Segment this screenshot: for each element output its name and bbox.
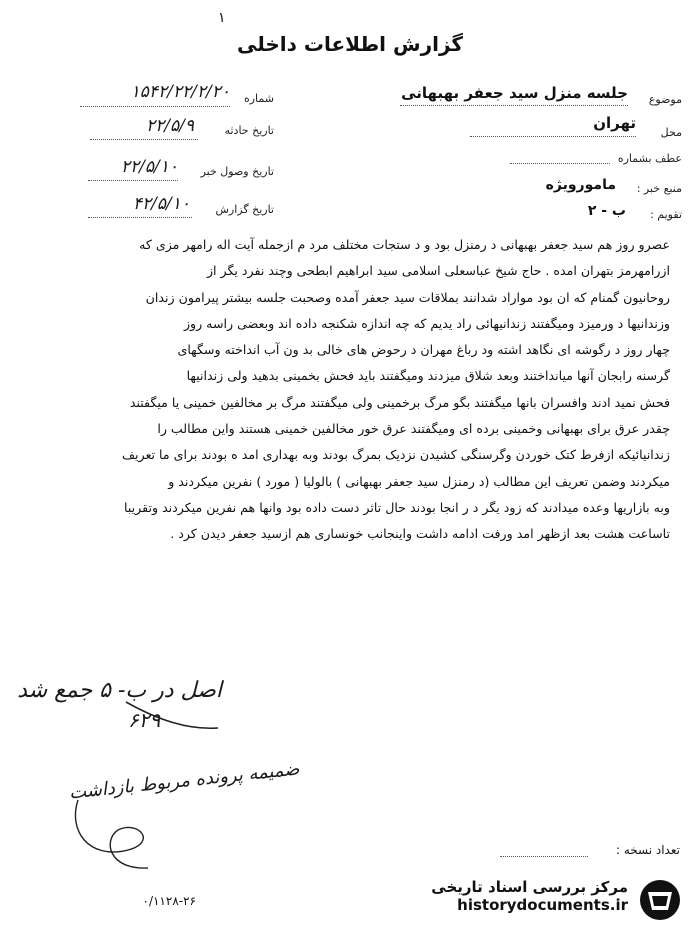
report-title: گزارش اطلاعات داخلی (236, 32, 464, 56)
event-date-value: ۲۲/۵/۹ (146, 116, 194, 136)
source-label: منبع خبر : (636, 182, 682, 195)
body-line: فحش نمید ادند وافسران بانها میگفتند بگو مرگ برخمینی ولی میگفتند مرگ بر مخالفین خمینی یا میگفتند (129, 394, 670, 410)
document-code: ۰/۱۱۲۸-۲۶ (142, 894, 196, 908)
place-value: تهران (593, 114, 636, 132)
archive-logo-text (431, 878, 628, 914)
subject-value: جلسه منزل سید جعفر بهبهانی (401, 84, 628, 102)
copies-label: تعداد نسخه : (615, 843, 680, 857)
page-number-mark: ۱ (218, 10, 226, 26)
body-line: میکردند وضمن تعریف این مطالب (د رمنزل سید جعفر بهبهانی ) بالولیا ( مورد ) نفرین میکردند و (168, 473, 670, 489)
archive-emblem-icon (634, 878, 686, 922)
copies-dotted-line (500, 856, 588, 857)
report-date-value: ۴۲/۵/۱۰ (132, 194, 190, 214)
body-line: وبه بازاریها وعده میدادند که زود یگر د ر انجا بودند حال تاثر دست داده بود وانها هم نفرین میکردند وتقریبا (124, 499, 670, 515)
report-date-label: تاریخ گزارش (215, 203, 274, 216)
subject-dotted-line (400, 105, 628, 106)
body-line: عصرو روز هم سید جعفر بهبهانی د رمنزل بود و د ستجات مختلف مرد م ازجمله آیت اله رامهر مزی که (139, 237, 670, 252)
source-value: مامورویژه (545, 177, 616, 193)
archive-name: مرکز بررسی اسناد تاریخی (431, 878, 628, 896)
receive-date-dotted-line (88, 180, 178, 181)
handwritten-note-attach: ضمیمه پرونده مربوط بازداشت (68, 758, 301, 804)
handwritten-bracket-stroke (118, 690, 228, 750)
reference-dotted-line (510, 163, 610, 164)
place-label: محل (660, 126, 682, 139)
body-line: چقدر عرق برای بهبهانی وخمینی برده ای ومیگفتند عرق خور مخالفین خمینی هستند واین مطالب را (157, 421, 670, 437)
receive-date-label: تاریخ وصول خبر (200, 165, 274, 178)
subject-label: موضوع (648, 93, 682, 106)
place-dotted-line (470, 136, 636, 137)
handwritten-note-filed: اصل در ب- ۵ جمع شد (17, 678, 222, 703)
body-line: زندانیائیکه ازفرط کتک خوردن وگرسنگی کشیدن نزدیک بمرگ بودند وبه بهداری امد ه بودند برای ما تعریف (121, 447, 670, 463)
handwritten-signature-stroke (48, 790, 188, 880)
body-line: چهار روز د رگوشه ای نگاهد اشته ود رباغ مهران د رحوض های خالی بد ون آب انداخته وسگهای (177, 342, 670, 358)
number-dotted-line (80, 106, 230, 107)
number-label: شماره (243, 92, 274, 105)
event-date-dotted-line (90, 139, 198, 140)
receive-date-value: ۲۲/۵/۱۰ (120, 157, 178, 177)
handwritten-note-number: ۶۲۹ (128, 708, 161, 732)
evaluation-value: ب - ۲ (587, 203, 626, 219)
body-line: روحانیون گمنام که ان بود مواراد شدانند بملاقات سید جعفر آمده وصحبت جلسه بیشتر پیرامون زندان (145, 289, 670, 305)
archive-url: historydocuments.ir (457, 896, 628, 914)
evaluation-label: تقویم : (650, 208, 682, 221)
body-line: تاساعت هشت بعد ازظهر امد ورفت ادامه داشت واینجانب خونساری هم ازسید جعفر دیدن کرد . (170, 526, 670, 542)
body-line: وزندانیها د ورمیزد ومیگفتند زندانیهائی راد یدیم که چه اندازه شکنجه داده اند وبعضی راسه روز (183, 315, 670, 331)
reference-label: عطف بشماره (617, 152, 682, 165)
number-value: ۱۵۴۲/۲۲/۲/۲۰ (130, 82, 230, 102)
archive-logo (418, 878, 690, 922)
body-line: گرسنه رابجان آنها میانداختند وبعد شلاق میزدند ومیگفتند باید فحش بخمینی بدهید ولی زندانیها (186, 368, 670, 384)
report-date-dotted-line (88, 217, 192, 218)
report-body (30, 232, 670, 548)
body-line: ازرامهرمز بتهران امده . حاج شیخ عباسعلی اسلامی سید ابراهیم ابطحی وچند نفرد یگر از (206, 263, 670, 279)
event-date-label: تاریخ حادثه (224, 124, 274, 137)
